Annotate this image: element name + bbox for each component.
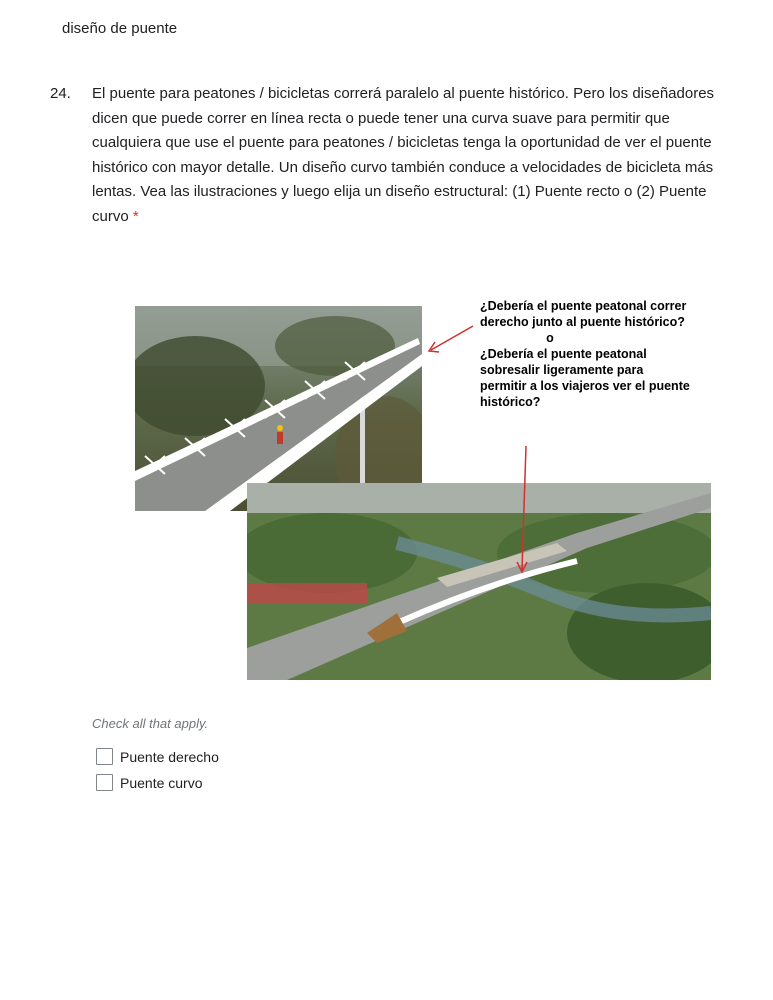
options-hint: Check all that apply. [92,716,209,731]
question-body: El puente para peatones / bicicletas correrá paralelo al puente histórico. Pero los diseñadores dicen que puede correr en línea recta o puede tener una curva suave para permitir que cualquiera que use el puente para peatones / bicicletas tenga la oportunidad de ver el puente histórico con mayor detalle. Un diseño curvo también conduce a velocidades de bicicleta más lentas. Vea las ilustraciones y luego elija un diseño estructural: (1) Puente recto o (2) Puente curvo [92,85,715,225]
option-puente-derecho[interactable] [96,748,219,765]
annotation-arrows [135,298,711,680]
annotation-separator: o [546,331,554,345]
option-label: Puente curvo [120,774,203,791]
question-text [92,82,717,229]
checkbox[interactable] [96,748,113,765]
option-label: Puente derecho [120,748,219,765]
question-number: 24. [50,85,71,102]
required-asterisk: * [132,207,139,225]
annotation-straight: ¿Debería el puente peatonal correr derecho junto al puente histórico? [480,299,687,329]
checkbox[interactable] [96,774,113,791]
section-title: diseño de puente [62,20,178,37]
bridge-illustration [135,298,711,680]
option-puente-curvo[interactable] [96,774,203,791]
annotation-curved: ¿Debería el puente peatonal sobresalir ligeramente para permitir a los viajeros ver el puente histórico? [480,347,690,409]
